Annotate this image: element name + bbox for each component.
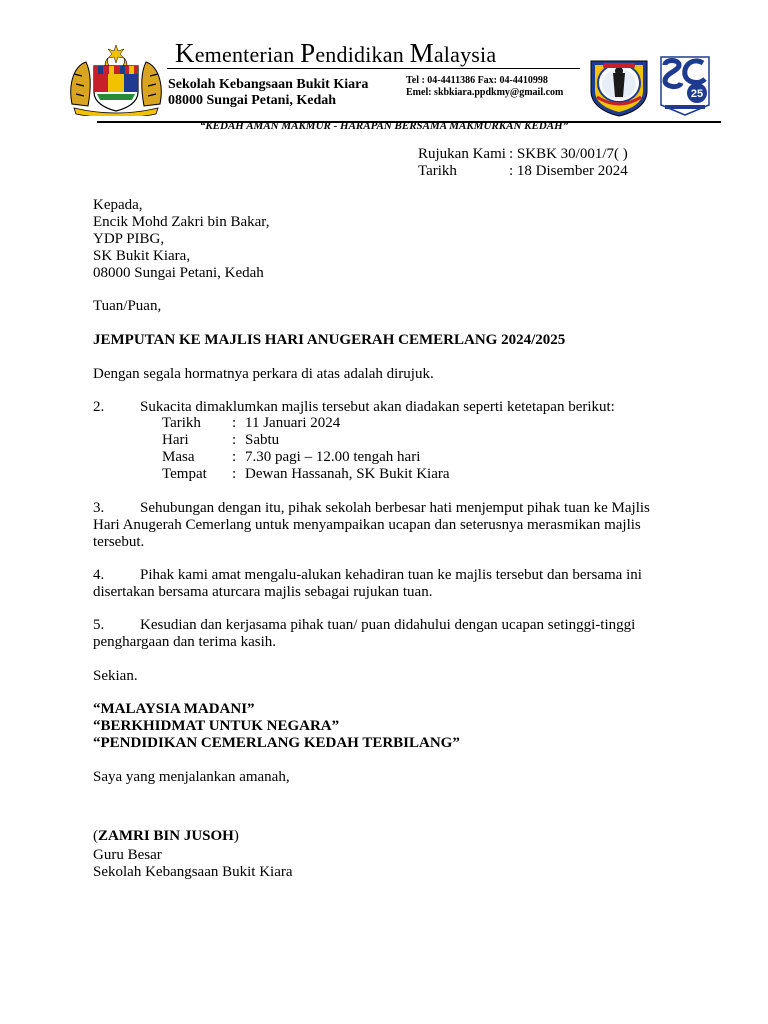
detail-label: Hari [162,432,189,448]
paren-close: ) [233,828,239,844]
recipient-line: Encik Mohd Zakri bin Bakar, [93,214,270,230]
letter-date: : 18 Disember 2024 [509,163,628,179]
detail-label: Masa [162,449,195,465]
detail-value: 11 Januari 2024 [245,415,341,431]
ministry-initial: M [409,38,434,68]
merit-badge-icon [657,53,713,117]
malaysia-coat-of-arms-icon [64,44,168,116]
detail-separator: : [232,432,237,448]
trust-line: Saya yang menjalankan amanah, [93,769,290,785]
paren-open: ( [93,828,98,844]
recipient-line: YDP PIBG, [93,231,165,247]
paragraph-number: 3. [93,500,105,516]
paragraph-text: Hari Anugerah Cemerlang untuk menyampaikan ucapan dan seterusnya merasmikan majlis [93,517,641,533]
signatory-title: Guru Besar [93,847,162,863]
slogan: “BERKHIDMAT UNTUK NEGARA” [93,718,340,734]
state-motto: “KEDAH AMAN MAKMUR - HARAPAN BERSAMA MAKMURKAN KEDAH” [199,120,569,132]
signatory-name-line [93,828,239,845]
recipient-line: 08000 Sungai Petani, Kedah [93,265,264,281]
ministry-word: alaysia [433,42,497,67]
detail-value: 7.30 pagi – 12.00 tengah hari [245,449,421,465]
detail-label: Tempat [162,466,207,482]
paragraph-text: penghargaan dan terima kasih. [93,634,276,650]
slogan: “PENDIDIKAN CEMERLANG KEDAH TERBILANG” [93,735,460,751]
detail-separator: : [232,449,237,465]
paragraph-text: Kesudian dan kerjasama pihak tuan/ puan didahului dengan ucapan setinggi-tinggi [140,617,636,633]
ministry-title [175,38,496,69]
date-label: Tarikh [418,163,457,179]
ministry-underline [167,68,580,69]
paragraph-text: Sehubungan dengan itu, pihak sekolah berbesar hati menjemput pihak tuan ke Majlis [140,500,650,516]
paragraph-number: 5. [93,617,105,633]
salutation: Tuan/Puan, [93,298,162,314]
detail-value: Dewan Hassanah, SK Bukit Kiara [245,466,450,482]
school-contact-email: Emel: skbkiara.ppdkmy@gmail.com [406,87,564,98]
paragraph-text: Pihak kami amat mengalu-alukan kehadiran tuan ke majlis tersebut dan bersama ini [140,567,642,583]
detail-label: Tarikh [162,415,201,431]
signatory-name: ZAMRI BIN JUSOH [98,828,234,844]
school-crest-icon [587,53,651,117]
school-name: Sekolah Kebangsaan Bukit Kiara [168,77,369,92]
paragraph-number: 2. [93,399,105,415]
paragraph-text: tersebut. [93,534,145,550]
school-address: 08000 Sungai Petani, Kedah [168,93,337,108]
slogan: “MALAYSIA MADANI” [93,701,255,717]
recipient-line: SK Bukit Kiara, [93,248,191,264]
paragraph-text: Sukacita dimaklumkan majlis tersebut akan diadakan seperti ketetapan berikut: [140,399,615,415]
opening-line: Dengan segala hormatnya perkara di atas adalah dirujuk. [93,366,434,382]
paragraph-number: 4. [93,567,105,583]
ministry-initial: P [300,38,316,68]
detail-separator: : [232,415,237,431]
detail-separator: : [232,466,237,482]
detail-value: Sabtu [245,432,280,448]
ministry-word: ementerian [194,42,301,67]
letter-subject: JEMPUTAN KE MAJLIS HARI ANUGERAH CEMERLANG 2024/2025 [93,332,566,348]
merit-badge-number: 25 [690,88,704,100]
signatory-school: Sekolah Kebangsaan Bukit Kiara [93,864,293,880]
school-contact-phone: Tel : 04-4411386 Fax: 04-4410998 [406,75,548,86]
closing: Sekian. [93,668,138,684]
paragraph-text: disertakan bersama aturcara majlis sebagai rujukan tuan. [93,584,433,600]
reference-number: : SKBK 30/001/7( ) [509,146,628,162]
reference-label: Rujukan Kami [418,146,506,162]
ministry-word: endidikan [315,42,410,67]
ministry-initial: K [175,38,195,68]
recipient-line: Kepada, [93,197,143,213]
